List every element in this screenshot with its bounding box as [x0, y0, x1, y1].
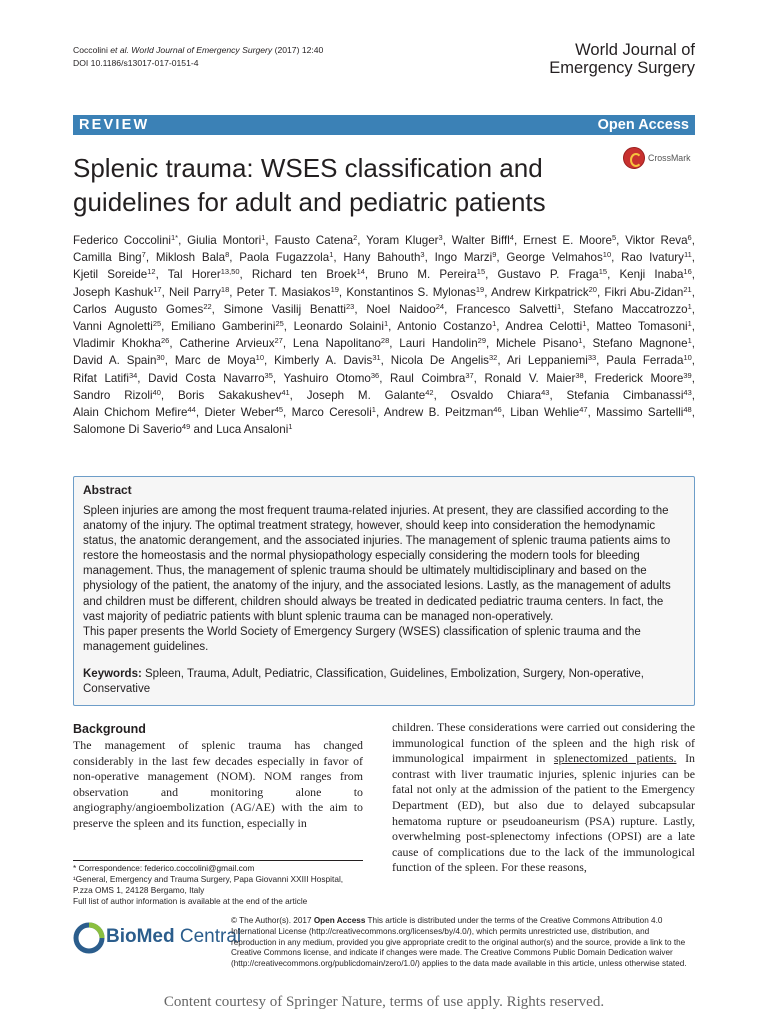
author-name: Boris Sakakushev$^{41}$: [177, 387, 290, 402]
open-access-label: Open Access: [597, 117, 689, 133]
author-name: Konstantinos S. Mylonas$^{19}$: [346, 284, 485, 299]
author-name: Kimberly A. Davis$^{31}$: [274, 353, 381, 368]
author-name: Sandro Rizoli$^{40}$: [73, 387, 161, 402]
author-name: Catherine Arvieux$^{27}$: [179, 336, 283, 351]
license-open-access: Open Access: [313, 916, 366, 925]
author-name: Yashuiro Otomo$^{36}$: [283, 370, 380, 385]
crossmark-label: CrossMark: [648, 153, 691, 163]
author-name: Ari Leppaniemi$^{33}$: [506, 353, 597, 368]
abstract-paragraph: Spleen injuries are among the most frequent trauma-related injuries. At present, they are classified according to the anatomy of the injury. The optimal treatment strategy, however, should keep into consideration the hemodynamic status, the anatomic derangement, and the associated injuries. The management of splenic trauma patients aims to restore the homeostasis and the normal physiopathology especially considering the modern tools for bleeding management. Thus, the management of splenic trauma should be ultimately multidisciplinary and based on the physiology of the patient, the anatomy of the injury, and the associated lesions. Lastly, as the management of adults and children must be different, children should always be treated in dedicated pediatric trauma centers. In fact, the vast majority of pediatric patients with blunt splenic trauma can be managed non-operatively.: [83, 505, 671, 623]
keywords-list: Spleen, Trauma, Adult, Pediatric, Classification, Guidelines, Embolization, Surgery, Non-operative, Conservative: [83, 668, 645, 696]
author-name: Viktor Reva$^6$: [625, 233, 692, 247]
author-list: Federico Coccolini$^{1*}$, Giulia Montori$^1$, Fausto Catena$^2$, Yoram Kluger$^3$, Walter Biffl$^4$, Ernest E. Moore$^5$, Viktor Reva$^6$, Camilla Bing$^7$, Miklosh Bala$^8$, Paola Fugazzola$^1$, Hany Bahouth$^3$, Ingo Marzi$^9$, George Velmahos$^{10}$, Rao Ivatury$^{11}$, Kjetil Soreide$^{12}$, Tal Horer$^{13,50}$, Richard ten Broek$^{14}$, Bruno M. Pereira$^{15}$, Gustavo P. Fraga$^{15}$, Kenji Inaba$^{16}$, Joseph Kashuk$^{17}$, Neil Parry$^{18}$, Peter T. Masiakos$^{19}$, Konstantinos S. Mylonas$^{19}$, Andrew Kirkpatrick$^{20}$, Fikri Abu-Zidan$^{21}$, Carlos Augusto Gomes$^{22}$, Simone Vasilij Benatti$^{23}$, Noel Naidoo$^{24}$, Francesco Salvetti$^1$, Stefano Maccatrozzo$^1$, Vanni Agnoletti$^{25}$, Emiliano Gamberini$^{25}$, Leonardo Solaini$^1$, Antonio Costanzo$^1$, Andrea Celotti$^1$, Matteo Tomasoni$^1$, Vladimir Khokha$^{26}$, Catherine Arvieux$^{27}$, Lena Napolitano$^{28}$, Lauri Handolin$^{29}$, Michele Pisano$^1$, Stefano Magnone$^1$, David A. Spain$^{30}$, Marc de Moya$^{10}$, Kimberly A. Davis$^{31}$, Nicola De Angelis$^{32}$, Ari Leppaniemi$^{33}$, Paula Ferrada$^{10}$, Rifat Latifi$^{34}$, David Costa Navarro$^{35}$, Yashuiro Otomo$^{36}$, Raul Coimbra$^{37}$, Ronald V. Maier$^{38}$, Frederick Moore$^{39}$, Sandro Rizoli$^{40}$, Boris Sakakushev$^{41}$, Joseph M. Galante$^{42}$, Osvaldo Chiara$^{43}$, Stefania Cimbanassi$^{43}$, Alain Chichom Mefire$^{44}$, Dieter Weber$^{45}$, Marco Ceresoli$^1$, Andrew B. Peitzman$^{46}$, Liban Wehlie$^{47}$, Massimo Sartelli$^{48}$, Salomone Di Saverio$^{49}$ and Luca Ansaloni$^1$: [73, 233, 696, 437]
author-name: Liban Wehlie$^{47}$: [510, 405, 588, 420]
section-heading-background: Background: [73, 722, 146, 736]
body-text: In contrast with liver traumatic injuries, splenic injuries can be fatal not only at the admission of the patient to the Emergency Department (ED), but also due to delayed subcapsular hematoma rupture or pseudoaneurism (PSA) rupture. Lastly, overwhelming post-splenectomy infections (OPSI) are a late cause of complications due to the lack of the immunological function of the spleen. For these reasons,: [392, 751, 695, 875]
citation-line: [73, 44, 323, 57]
author-name: Neil Parry$^{18}$: [169, 284, 230, 299]
author-name: Walter Biffl$^4$: [451, 233, 514, 247]
author-name: Hany Bahouth$^3$: [343, 250, 425, 265]
article-citation: [73, 44, 323, 70]
author-name: Rao Ivatury$^{11}$: [621, 250, 692, 265]
author-name: Lauri Handolin$^{29}$: [399, 336, 486, 351]
author-name: Emiliano Gamberini$^{25}$: [170, 319, 284, 334]
author-name: George Velmahos$^{10}$: [506, 250, 612, 265]
biomed-central-icon: [73, 922, 105, 954]
author-name: Antonio Costanzo$^1$: [397, 319, 497, 334]
author-name: Kjetil Soreide$^{12}$: [73, 267, 156, 282]
author-name: Fikri Abu-Zidan$^{21}$: [604, 284, 692, 299]
author-name: Yoram Kluger$^3$: [366, 233, 443, 247]
author-name: Andrew B. Peitzman$^{46}$: [383, 405, 502, 420]
author-name: Stefano Magnone$^1$: [592, 336, 692, 351]
author-name: Michele Pisano$^1$: [496, 336, 583, 351]
author-name: Lena Napolitano$^{28}$: [292, 336, 390, 351]
license-text: © The Author(s). 2017 Open Access This article is distributed under the terms of the Creative Commons Attribution 4.0 International License (http://creativecommons.org/licenses/by/4.0/), which permits unrestricted use, distribution, and reproduction in any medium, provided you give appropriate credit to the original author(s) and the source, provide a link to the Creative Commons license, and indicate if changes were made. The Creative Commons Public Domain Dedication waiver (http://creativecommons.org/publicdomain/zero/1.0/) applies to the data made available in this article, unless otherwise stated.: [231, 916, 687, 969]
author-name: Nicola De Angelis$^{32}$: [390, 353, 498, 368]
author-name: Vanni Agnoletti$^{25}$: [73, 319, 162, 334]
doi[interactable]: DOI 10.1186/s13017-017-0151-4: [73, 58, 199, 68]
author-name: Gustavo P. Fraga$^{15}$: [497, 267, 608, 282]
author-name: David Costa Navarro$^{35}$: [148, 370, 273, 385]
citation-volume: (2017) 12:40: [274, 45, 324, 55]
abstract-box: [73, 476, 695, 706]
correspondence-email[interactable]: * Correspondence: federico.coccolini@gmail.com: [73, 863, 255, 873]
author-name: Dieter Weber$^{45}$: [204, 405, 284, 420]
article-type-bar: [73, 115, 695, 135]
author-name: Marc de Moya$^{10}$: [174, 353, 264, 368]
author-name: Massimo Sartelli$^{48}$: [596, 405, 692, 420]
author-name: Osvaldo Chiara$^{43}$: [450, 387, 550, 402]
author-name: Camilla Bing$^7$: [73, 250, 146, 265]
author-name: Ronald V. Maier$^{38}$: [484, 370, 584, 385]
author-name: Leonardo Solaini$^1$: [293, 319, 389, 334]
author-name: Carlos Augusto Gomes$^{22}$: [73, 301, 212, 316]
author-name: Paula Ferrada$^{10}$: [606, 353, 692, 368]
crossmark-button[interactable]: [623, 147, 695, 171]
author-name: Andrew Kirkpatrick$^{20}$: [491, 284, 597, 299]
author-name: David A. Spain$^{30}$: [73, 353, 165, 368]
author-name: Noel Naidoo$^{24}$: [366, 301, 445, 316]
publisher-footer: [73, 912, 695, 978]
keywords: [83, 667, 686, 697]
author-name: Simone Vasilij Benatti$^{23}$: [223, 301, 355, 316]
author-name: Vladimir Khokha$^{26}$: [73, 336, 170, 351]
body-text: children. These considerations were carried out considering the immunological function of the spleen and the high risk of immunological impairment in: [392, 720, 695, 766]
author-name: Miklosh Bala$^8$: [155, 250, 230, 265]
author-name: Tal Horer$^{13,50}$: [167, 267, 240, 282]
author-name: Matteo Tomasoni$^1$: [596, 319, 692, 334]
author-name: Raul Coimbra$^{37}$: [390, 370, 474, 385]
author-name: Salomone Di Saverio$^{49}$: [73, 422, 191, 437]
author-name: Kenji Inaba$^{16}$: [619, 267, 692, 282]
author-name: Joseph M. Galante$^{42}$: [306, 387, 434, 402]
courtesy-notice: Content courtesy of Springer Nature, terms of use apply. Rights reserved.: [163, 994, 605, 1010]
affiliation-note: ¹General, Emergency and Trauma Surgery, Papa Giovanni XXIII Hospital, P.zza OMS 1, 24128 Bergamo, Italy: [73, 874, 344, 895]
underlined-text: splenectomized patients.: [553, 751, 677, 766]
footnotes: [73, 860, 363, 907]
journal-logo-line-2: Emergency Surgery: [549, 59, 695, 77]
author-name: Fausto Catena$^2$: [274, 233, 358, 247]
author-info-note: Full list of author information is available at the end of the article: [73, 896, 308, 906]
journal-logo-line-1: World Journal of: [575, 41, 695, 59]
article-title: Splenic trauma: WSES classification and guidelines for adult and pediatric patients: [73, 153, 546, 217]
biomed-central-wordmark: BioMed Central: [106, 926, 242, 947]
author-name: Andrea Celotti$^1$: [505, 319, 587, 334]
abstract-body: [83, 504, 686, 655]
right-column-text: [392, 720, 695, 876]
author-name: Alain Chichom Mefire$^{44}$: [73, 405, 196, 420]
journal-logo: [549, 41, 695, 77]
author-name: Richard ten Broek$^{14}$: [251, 267, 365, 282]
author-name: Stefania Cimbanassi$^{43}$: [566, 387, 692, 402]
author-name: Paola Fugazzola$^1$: [239, 250, 334, 265]
citation-authors: Coccolini: [73, 45, 108, 55]
crossmark-icon: [623, 147, 645, 169]
author-name: Luca Ansaloni$^1$: [216, 422, 293, 437]
abstract-heading: Abstract: [83, 483, 132, 497]
author-name: Marco Ceresoli$^1$: [291, 405, 376, 420]
author-name: Francesco Salvetti$^1$: [456, 301, 562, 316]
article-type: REVIEW: [79, 117, 150, 133]
author-name: Frederick Moore$^{39}$: [594, 370, 692, 385]
author-name: Ingo Marzi$^9$: [434, 250, 497, 265]
abstract-paragraph: This paper presents the World Society of Emergency Surgery (WSES) classification of splenic trauma and the management guidelines.: [83, 625, 641, 653]
background-text: The management of splenic trauma has changed considerably in the last few decades especially in favor of non-operative management (NOM). NOM ranges from observation and monitoring alone to angiography/angioembolization (AG/AE) with the aim to preserve the spleen and its function, especially in: [73, 738, 363, 830]
author-name: Rifat Latifi$^{34}$: [73, 370, 138, 385]
author-name: Federico Coccolini$^{1*}$: [73, 233, 179, 247]
author-name: Giulia Montori$^1$: [187, 233, 266, 247]
background-section: [73, 721, 363, 831]
author-name: Ernest E. Moore$^5$: [523, 233, 617, 247]
author-name: Stefano Maccatrozzo$^1$: [573, 301, 692, 316]
biomed-central-logo[interactable]: [73, 922, 242, 962]
author-name: Peter T. Masiakos$^{19}$: [236, 284, 339, 299]
keywords-label: Keywords:: [83, 668, 142, 680]
author-name: Bruno M. Pereira$^{15}$: [377, 267, 486, 282]
citation-journal: et al. World Journal of Emergency Surgery: [110, 45, 273, 55]
author-name: Joseph Kashuk$^{17}$: [73, 284, 162, 299]
